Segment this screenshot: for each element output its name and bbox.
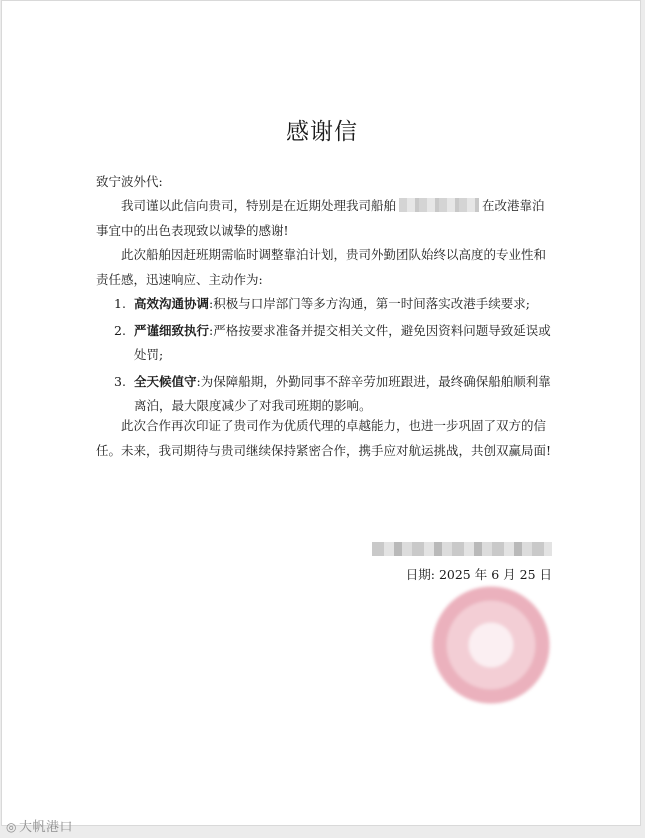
list-item-label: 严谨细致执行 (134, 322, 210, 338)
paragraph-intro-start: 我司谨以此信向贵司，特别是在近期处理我司船舶 (121, 198, 397, 213)
praise-list (114, 292, 552, 421)
list-item-label: 高效沟通协调 (134, 296, 210, 311)
list-number: 2. (114, 322, 126, 338)
list-item-text: 积极与口岸部门等多方沟通，第一时间落实改港手续要求; (213, 296, 530, 311)
paragraph-situation: 此次船舶因赶班期需临时调整靠泊计划，贵司外勤团队始终以高度的专业性和责任感，迅速响应、主动作为: (96, 247, 547, 287)
watermark (6, 816, 73, 835)
paragraph-intro-end: 在改港靠泊事宜中的出色表现致以诚挚的感谢! (96, 198, 545, 238)
watermark-text: 大帆港口 (18, 820, 73, 835)
list-item (114, 319, 552, 368)
redacted-sender-name (372, 542, 552, 556)
letter-page (1, 0, 641, 826)
list-number: 3. (114, 373, 126, 389)
date-label: 日期: (405, 567, 435, 582)
eye-logo-icon: ◎ (6, 820, 17, 834)
list-number: 1. (114, 296, 126, 311)
label-colon: : (209, 296, 214, 311)
list-item-label: 全天候值守 (134, 373, 197, 389)
list-item (114, 370, 552, 419)
letter-title: 感谢信 (286, 119, 358, 145)
list-item-text: 为保障船期，外勤同事不辞辛劳加班跟进，最终确保船舶顺利靠离泊，最大限度减少了对我司班期的影响。 (134, 373, 551, 413)
paragraph-intro (96, 194, 552, 243)
date-line (402, 564, 552, 586)
list-item (114, 292, 552, 317)
redacted-vessel-name (399, 198, 479, 212)
list-item-text: 严格按要求准备并提交相关文件，避免因资料问题导致延误或处罚; (134, 322, 551, 362)
paragraph-closing: 此次合作再次印证了贵司作为优质代理的卓越能力，也进一步巩固了双方的信任。未来，我司期待与贵司继续保持紧密合作，携手应对航运挑战，共创双赢局面! (96, 418, 552, 458)
salutation: 致宁波外代: (96, 174, 163, 189)
company-seal-stamp (432, 586, 550, 704)
label-colon: : (196, 373, 201, 389)
label-colon: : (209, 322, 214, 338)
date-value: 2025 年 6 月 25 日 (438, 567, 552, 582)
